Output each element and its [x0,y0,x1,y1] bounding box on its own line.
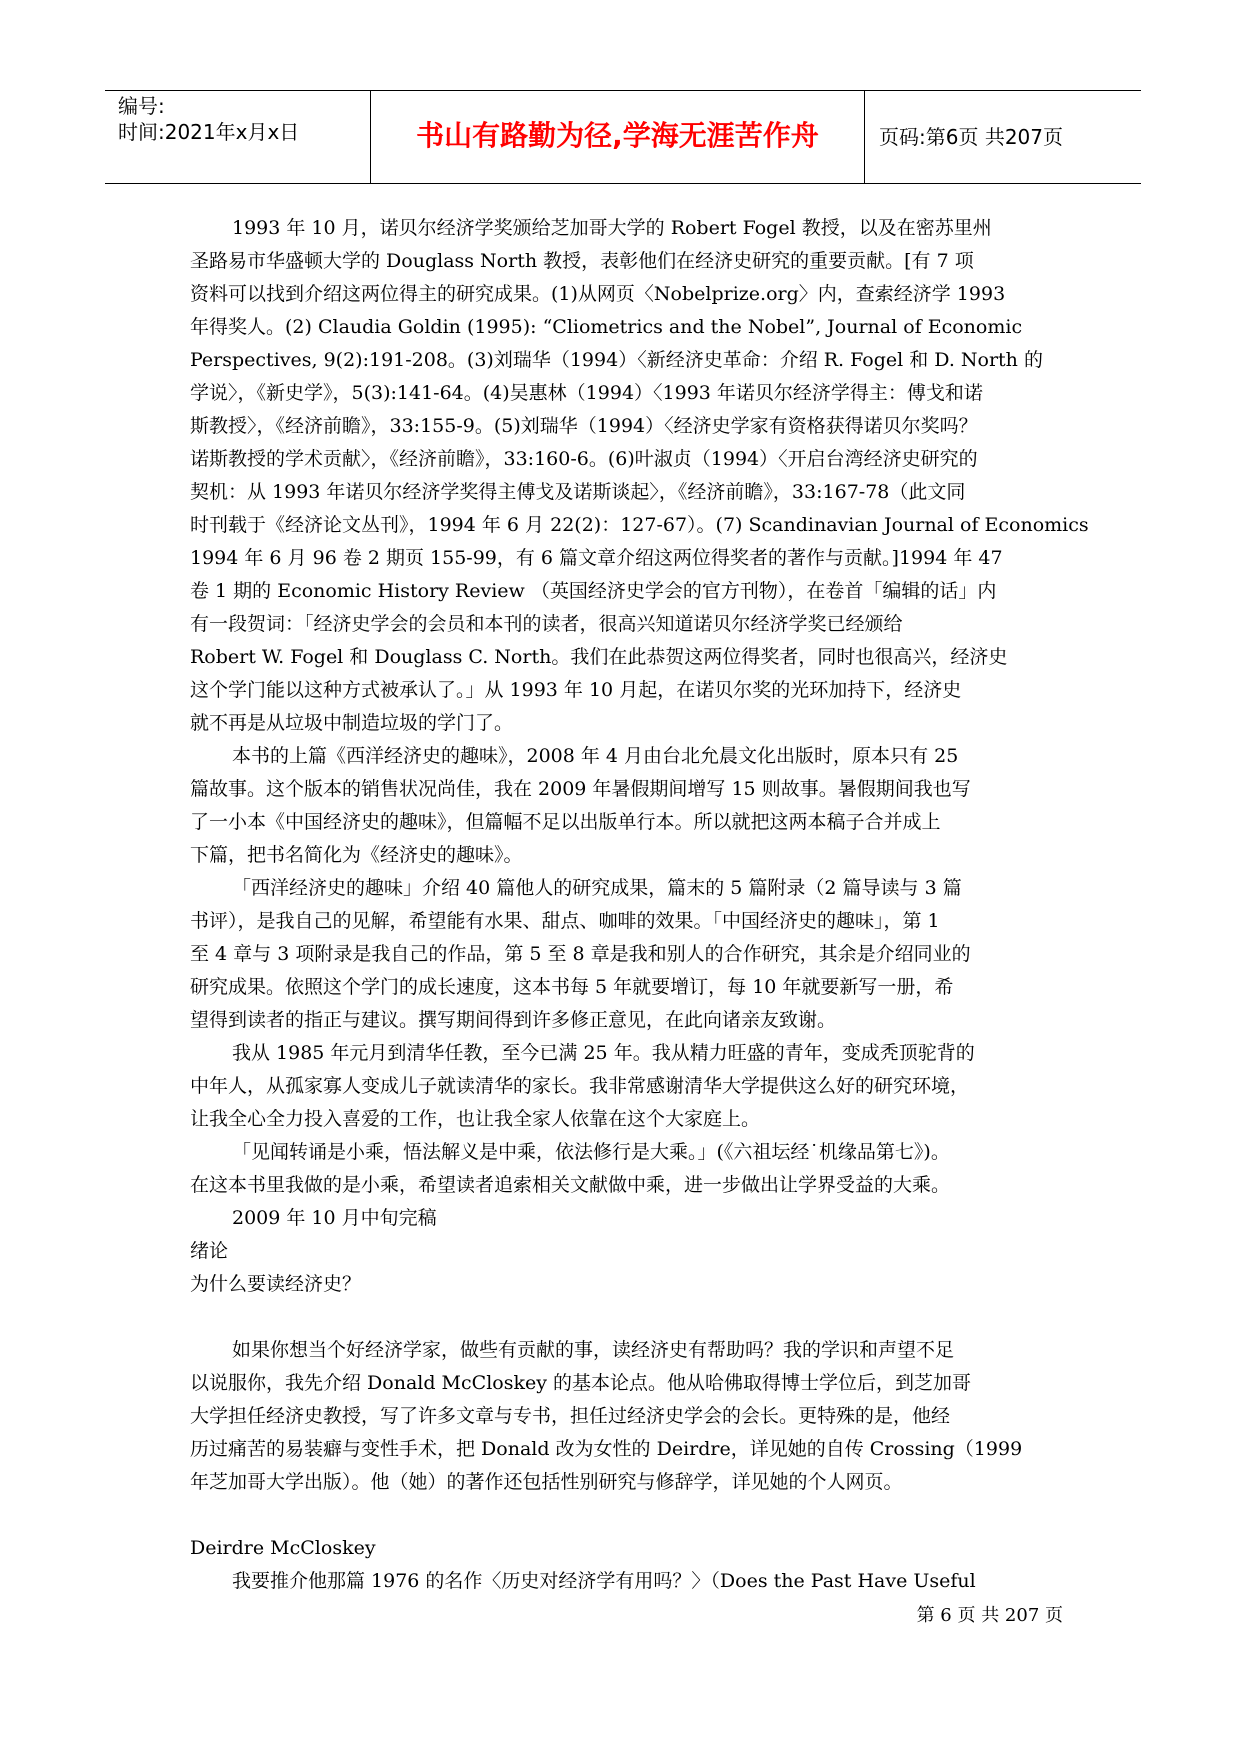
page-footer-number: 第 6 页 共 207 页 [916,1605,1063,1626]
header-page-number: 页码:第6页 共207页 [879,125,1063,149]
body-line: 资料可以找到介绍这两位得主的研究成果。(1)从网页〈Nobelprize.org〉内，查索经济学 1993 [190,283,1006,305]
document-body [190,212,1089,1598]
body-line: 「西洋经济史的趣味」介绍 40 篇他人的研究成果，篇末的 5 篇附录（2 篇导读与 3 篇 [232,877,962,899]
body-line: 这个学门能以这种方式被承认了。」从 1993 年 10 月起，在诺贝尔奖的光环加持下，经济史 [190,679,962,701]
section-heading: 绪论 [190,1240,229,1262]
body-line: 卷 1 期的 Economic History Review （英国经济史学会的官方刊物），在卷首「编辑的话」内 [190,580,997,602]
body-line: 我从 1985 年元月到清华任教，至今已满 25 年。我从精力旺盛的青年，变成秃顶驼背的 [232,1042,975,1064]
body-line: 年得奖人。(2) Claudia Goldin (1995): “Cliometrics and the Nobel”, Journal of Economic [190,316,1023,338]
body-line: 契机：从 1993 年诺贝尔经济学奖得主傅戈及诺斯谈起〉，《经济前瞻》，33:167-78（此文同 [190,481,966,503]
document-time-label: 时间:2021年x月x日 [118,120,300,144]
body-line: 篇故事。这个版本的销售状况尚佳，我在 2009 年暑假期间增写 15 则故事。暑假期间我也写 [190,778,971,800]
body-line: 中年人，从孤家寡人变成儿子就读清华的家长。我非常感谢清华大学提供这么好的研究环境， [190,1075,970,1097]
body-line: 至 4 章与 3 项附录是我自己的作品，第 5 至 8 章是我和别人的合作研究，其余是介绍同业的 [190,943,971,965]
header-page-cell [865,91,1141,183]
body-line: 了一小本《中国经济史的趣味》，但篇幅不足以出版单行本。所以就把这两本稿子合并成上 [190,811,941,833]
body-line: 研究成果。依照这个学门的成长速度，这本书每 5 年就要增订，每 10 年就要新写一册，希 [190,976,954,998]
body-line: 诺斯教授的学术贡献〉，《经济前瞻》，33:160-6。(6)叶淑贞（1994）〈开启台湾经济史研究的 [190,448,978,470]
body-line: 学说〉，《新史学》，5(3):141-64。(4)吴惠林（1994）〈1993 年诺贝尔经济学得主：傅戈和诺 [190,382,983,404]
body-line: 斯教授〉，《经济前瞻》，33:155-9。(5)刘瑞华（1994）〈经济史学家有资格获得诺贝尔奖吗？ [190,415,978,437]
body-line: 圣路易市华盛顿大学的 Douglass North 教授，表彰他们在经济史研究的重要贡献。[有 7 项 [190,250,974,272]
body-line: 大学担任经济史教授，写了许多文章与专书，担任过经济史学会的会长。更特殊的是，他经 [190,1405,951,1427]
body-line: 就不再是从垃圾中制造垃圾的学门了。 [190,712,514,734]
body-line: 在这本书里我做的是小乘，希望读者追索相关文献做中乘，进一步做出让学界受益的大乘。 [190,1174,951,1196]
body-line: 我要推介他那篇 1976 的名作〈历史对经济学有用吗？〉（Does the Past Have Useful [232,1570,976,1592]
body-line: 有一段贺词：「经济史学会的会员和本刊的读者，很高兴知道诺贝尔经济学奖已经颁给 [190,613,903,635]
body-line: 下篇，把书名简化为《经济史的趣味》。 [190,844,523,866]
body-line: 以说服你，我先介绍 Donald McCloskey 的基本论点。他从哈佛取得博士学位后，到芝加哥 [190,1372,971,1394]
body-line: 历过痛苦的易装癖与变性手术，把 Donald 改为女性的 Deirdre，详见她的自传 Crossing（1999 [190,1438,1023,1460]
page-header [105,90,1141,184]
section-subheading: 为什么要读经济史？ [190,1273,362,1295]
body-line: 如果你想当个好经济学家，做些有贡献的事，读经济史有帮助吗？我的学识和声望不足 [232,1339,955,1361]
body-line: Perspectives, 9(2):191-208。(3)刘瑞华（1994）〈新经济史革命：介绍 R. Fogel 和 D. North 的 [190,349,1043,371]
body-line: 年芝加哥大学出版）。他（她）的著作还包括性别研究与修辞学，详见她的个人网页。 [190,1471,903,1493]
body-line: 时刊载于《经济论文丛刊》，1994 年 6 月 22(2)：127-67）。(7) Scandinavian Journal of Economics [190,514,1089,536]
body-line: 书评），是我自己的见解，希望能有水果、甜点、咖啡的效果。「中国经济史的趣味」，第 1 [190,910,940,932]
body-line: 让我全心全力投入喜爱的工作，也让我全家人依靠在这个大家庭上。 [190,1108,761,1130]
document-number-label: 编号: [118,94,165,118]
body-line: Robert W. Fogel 和 Douglass C. North。我们在此恭贺这两位得奖者，同时也很高兴，经济史 [190,646,1008,668]
header-info-cell [105,91,370,183]
header-motto: 书山有路勤为径,学海无涯苦作舟 [416,119,819,152]
body-line: 1994 年 6 月 96 卷 2 期页 155-99，有 6 篇文章介绍这两位得奖者的著作与贡献。]1994 年 47 [190,547,1003,569]
header-motto-cell [370,91,865,183]
body-line: 1993 年 10 月，诺贝尔经济学奖颁给芝加哥大学的 Robert Fogel 教授，以及在密苏里州 [232,217,992,239]
body-line: 望得到读者的指正与建议。撰写期间得到许多修正意见，在此向诸亲友致谢。 [190,1009,837,1031]
completion-date: 2009 年 10 月中旬完稿 [232,1207,437,1229]
image-caption: Deirdre McCloskey [190,1537,376,1559]
body-line: 「见闻转诵是小乘，悟法解义是中乘，依法修行是大乘。」(《六祖坛经˙机缘品第七》)。 [232,1141,950,1163]
body-line: 本书的上篇《西洋经济史的趣味》，2008 年 4 月由台北允晨文化出版时，原本只有 25 [232,745,959,767]
